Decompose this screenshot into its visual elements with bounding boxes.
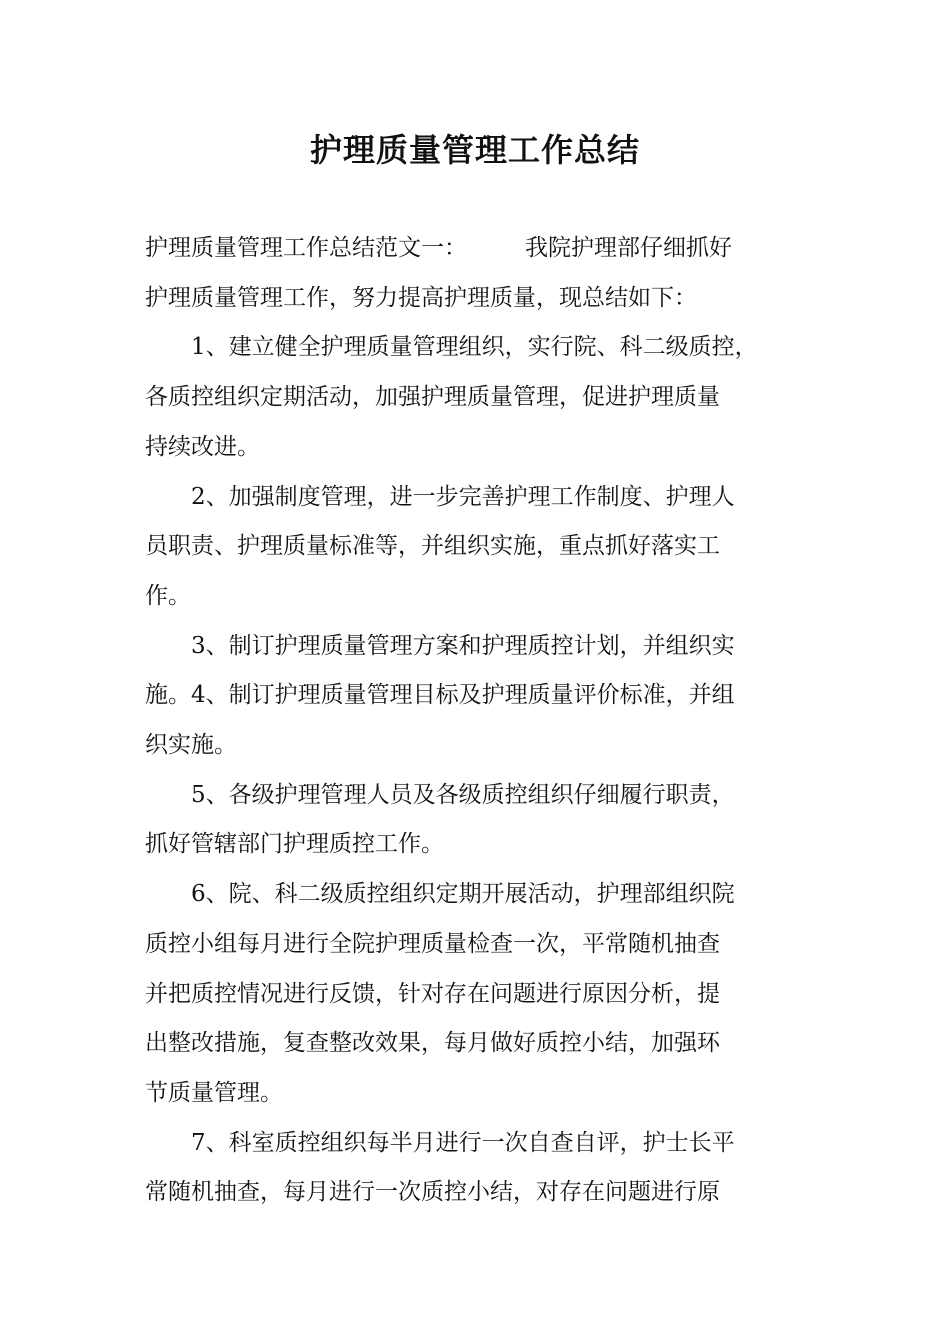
text-line: 织实施。	[145, 732, 237, 759]
paragraph-6	[145, 870, 810, 1119]
text-line: 7、科室质控组织每半月进行一次自查自评，护士长平	[191, 1129, 735, 1156]
paragraph-2	[145, 473, 810, 622]
text-line: 护理质量管理工作，努力提高护理质量，现总结如下：	[145, 284, 697, 311]
text-line: 2、加强制度管理，进一步完善护理工作制度、护理人	[191, 483, 735, 510]
text-line: 质控小组每月进行全院护理质量检查一次，平常随机抽查	[145, 930, 720, 957]
intro-text: 我院护理部仔细抓好	[525, 235, 732, 261]
paragraph-7	[145, 1119, 810, 1218]
text-line: 1、建立健全护理质量管理组织，实行院、科二级质控，	[191, 334, 758, 361]
text-line: 员职责、护理质量标准等，并组织实施，重点抓好落实工	[145, 533, 720, 560]
text-line: 5、各级护理管理人员及各级质控组织仔细履行职责，	[191, 781, 735, 808]
text-line: 节质量管理。	[145, 1079, 283, 1106]
text-line: 3、制订护理质量管理方案和护理质控计划，并组织实	[191, 632, 735, 659]
intro-paragraph	[145, 224, 810, 323]
text-line: 持续改进。	[145, 433, 260, 460]
text-line: 各质控组织定期活动，加强护理质量管理，促进护理质量	[145, 384, 720, 411]
document-body	[145, 224, 810, 1218]
paragraph-5	[145, 771, 810, 870]
paragraph-1	[145, 323, 810, 472]
text-line	[145, 224, 810, 274]
text-line: 作。	[145, 582, 191, 609]
intro-label: 护理质量管理工作总结范文一：	[145, 235, 467, 261]
paragraph-3	[145, 622, 810, 771]
document-title: 护理质量管理工作总结	[309, 131, 640, 169]
text-line: 出整改措施，复查整改效果，每月做好质控小结，加强环	[145, 1030, 720, 1057]
text-line: 6、院、科二级质控组织定期开展活动，护理部组织院	[191, 881, 735, 908]
text-line: 施。4、制订护理质量管理目标及护理质量评价标准，并组	[145, 682, 735, 709]
text-line: 并把质控情况进行反馈，针对存在问题进行原因分析，提	[145, 980, 720, 1007]
text-line: 抓好管辖部门护理质控工作。	[145, 831, 444, 858]
text-line: 常随机抽查，每月进行一次质控小结，对存在问题进行原	[145, 1179, 720, 1206]
